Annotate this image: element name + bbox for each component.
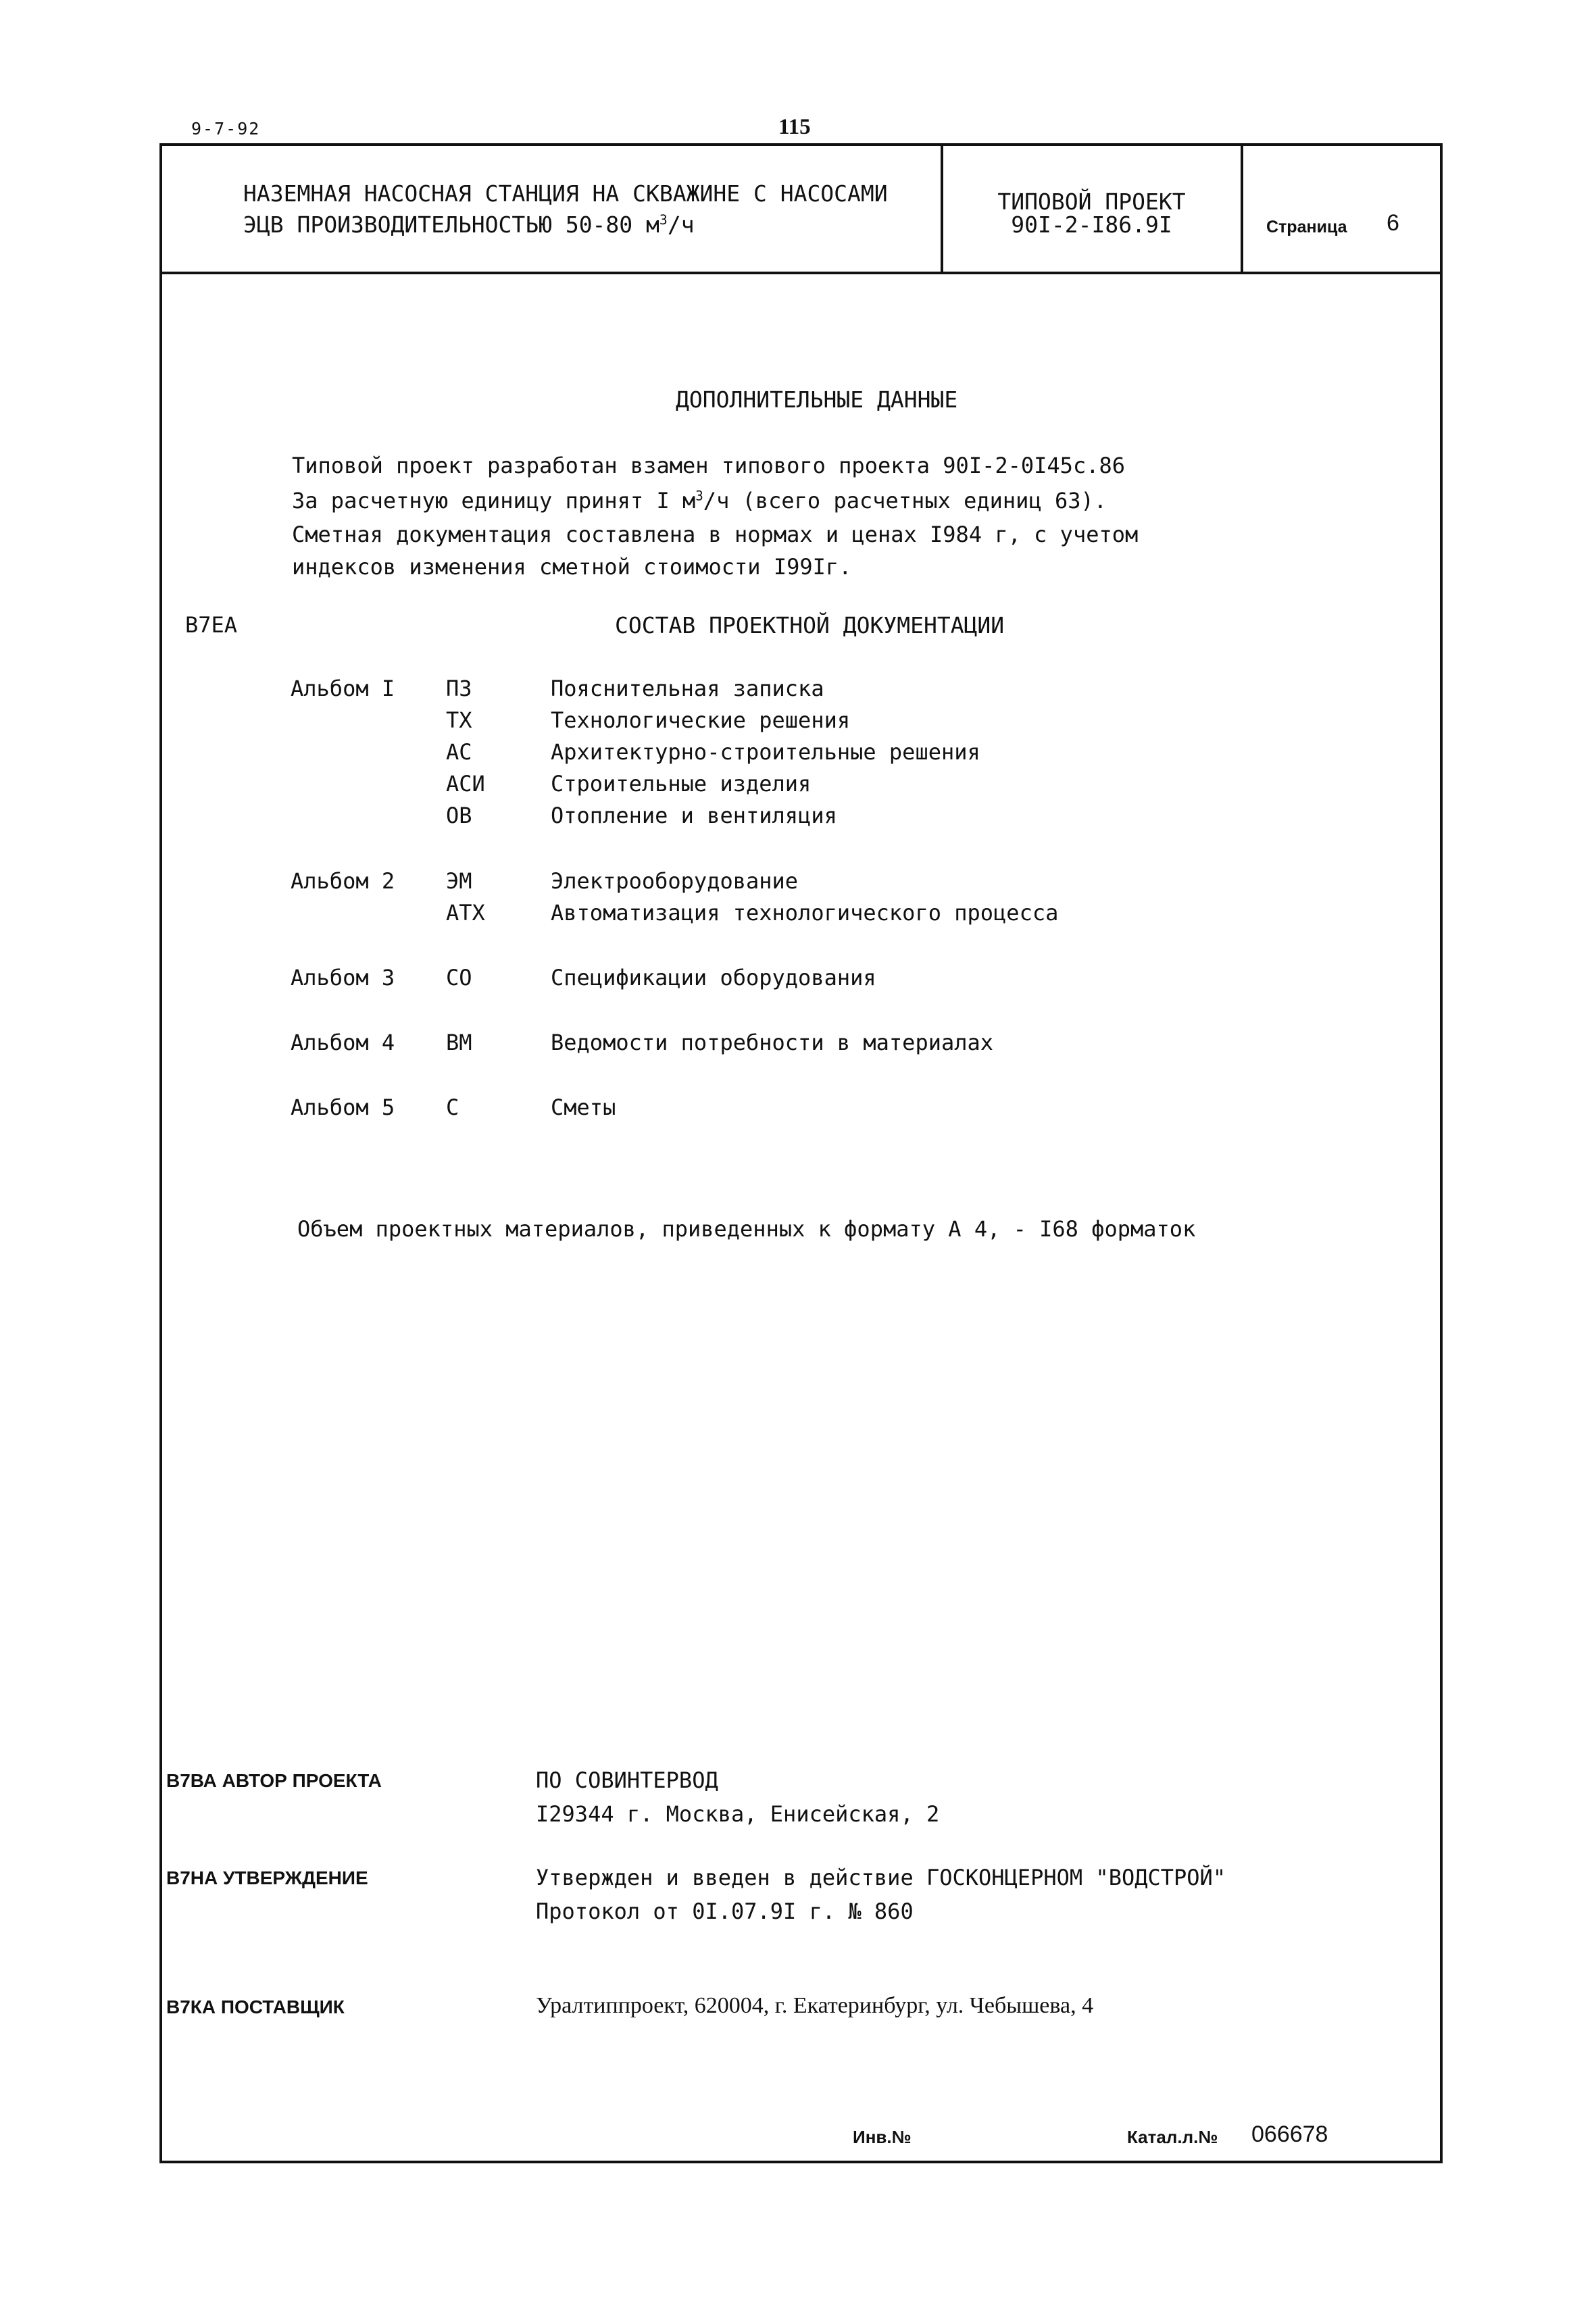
author-line-1: ПО СОВИНТЕРВОД [536, 1767, 718, 1793]
album-section-code: ОВ [446, 803, 472, 828]
album-section-name: Ведомости потребности в материалах [551, 1030, 994, 1055]
page-label: Страница [1266, 218, 1347, 236]
title-line-2: ЭЦВ ПРОИЗВОДИТЕЛЬНОСТЬЮ 50-80 $м^3/ч$ [243, 211, 695, 238]
project-label: ТИПОВОЙ ПРОЕКТ [997, 188, 1186, 215]
volume-statement: Объем проектных материалов, приведенных к формату А 4, - I68 форматок [297, 1216, 1196, 1242]
album-section-code: АСИ [446, 771, 485, 797]
document-title [243, 178, 888, 241]
document-code: 9-7-92 [191, 119, 261, 139]
inventory-label: Инв.№ [853, 2127, 912, 2147]
additional-line-2: За расчетную единицу принят I $м^3/ч$ (всего расчетных единиц 63). [292, 488, 1107, 513]
catalog-value: 066678 [1251, 2121, 1328, 2147]
author-label: В7ВА АВТОР ПРОЕКТА [166, 1770, 382, 1791]
album-section-name: Архитектурно-строительные решения [551, 739, 980, 765]
approval-line-1: Утвержден и введен в действие ГОСКОНЦЕРНОМ "ВОДСТРОЙ" [536, 1865, 1226, 1890]
album-label: Альбом 4 [291, 1030, 395, 1055]
approval-line-2: Протокол от 0I.07.9I г. № 860 [536, 1898, 914, 1924]
album-section-name: Автоматизация технологического процесса [551, 900, 1059, 926]
album-section-code: ПЗ [446, 676, 472, 701]
document-frame [159, 143, 1443, 2163]
album-label: Альбом I [291, 676, 395, 701]
page-cell [1243, 146, 1440, 272]
album-label: Альбом 3 [291, 965, 395, 990]
album-section-name: Электрооборудование [551, 868, 799, 894]
composition-heading: СОСТАВ ПРОЕКТНОЙ ДОКУМЕНТАЦИИ [615, 612, 1005, 638]
author-line-2: I29344 г. Москва, Енисейская, 2 [536, 1801, 940, 1827]
page-value: 6 [1387, 210, 1399, 236]
title-block [162, 146, 1440, 274]
title-line-1: НАЗЕМНАЯ НАСОСНАЯ СТАНЦИЯ НА СКВАЖИНЕ С НАСОСАМИ [243, 180, 888, 207]
album-section-name: Строительные изделия [551, 771, 812, 797]
page-number: 115 [778, 115, 811, 139]
composition-code: В7ЕА [185, 612, 238, 638]
additional-line-1: Типовой проект разработан взамен типового проекта 90I-2-0I45с.86 [292, 453, 1125, 478]
album-section-name: Пояснительная записка [551, 676, 824, 701]
album-section-code: ТХ [446, 707, 472, 733]
album-section-code: АТХ [446, 900, 485, 926]
title-cell [162, 146, 943, 272]
additional-data-heading: ДОПОЛНИТЕЛЬНЫЕ ДАННЫЕ [676, 386, 958, 413]
album-section-name: Спецификации оборудования [551, 965, 876, 990]
additional-line-3: Сметная документация составлена в нормах и ценах I984 г, с учетом [292, 522, 1139, 547]
album-section-name: Отопление и вентиляция [551, 803, 837, 828]
project-info [943, 188, 1241, 238]
album-section-code: ВМ [446, 1030, 472, 1055]
album-label: Альбом 2 [291, 868, 395, 894]
project-cell [943, 146, 1243, 272]
additional-line-4: индексов изменения сметной стоимости I99Iг. [292, 554, 852, 580]
album-section-name: Сметы [551, 1095, 616, 1120]
project-number: 90I-2-I86.9I [1011, 211, 1172, 238]
album-section-name: Технологические решения [551, 707, 851, 733]
supplier-label: В7КА ПОСТАВЩИК [166, 1996, 345, 2017]
album-section-code: ЭМ [446, 868, 472, 894]
album-section-code: С [446, 1095, 459, 1120]
approval-label: В7НА УТВЕРЖДЕНИЕ [166, 1867, 368, 1888]
catalog-label: Катал.л.№ [1127, 2127, 1218, 2147]
album-section-code: АС [446, 739, 472, 765]
supplier-line: Уралтиппроект, 620004, г. Екатеринбург, ул. Чебышева, 4 [536, 1993, 1094, 2018]
album-section-code: СО [446, 965, 472, 990]
album-label: Альбом 5 [291, 1095, 395, 1120]
